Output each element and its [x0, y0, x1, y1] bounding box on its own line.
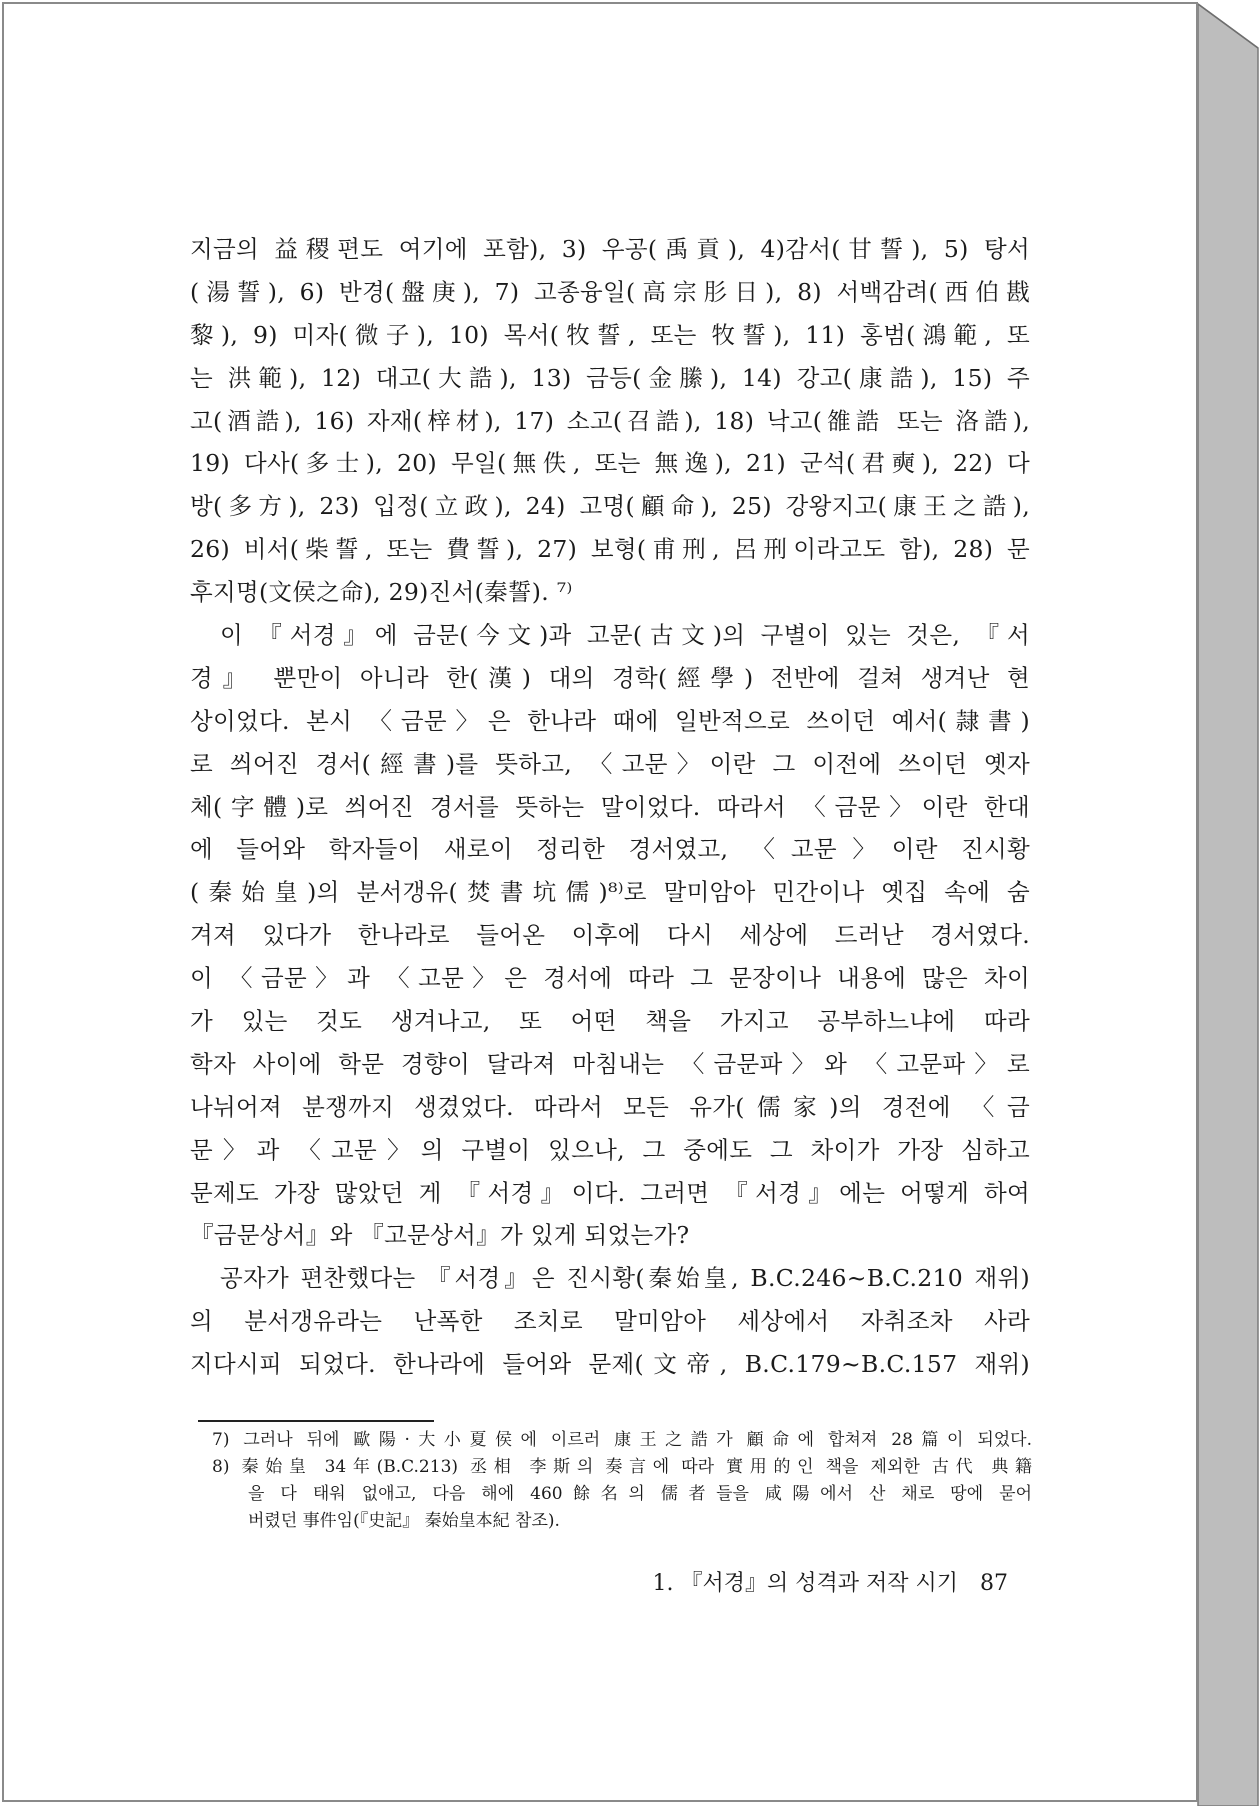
text-line: 문〉과 〈고문〉의 구별이 있으나, 그 중에도 그 차이가 가장 심하고	[190, 1135, 1030, 1164]
text-line: (秦始皇)의 분서갱유(焚書坑儒)⁸⁾로 말미암아 민간이나 옛집 속에 숨	[190, 878, 1030, 907]
running-footer	[653, 1566, 1008, 1597]
text-line: 상이었다. 본시 〈금문〉은 한나라 때에 일반적으로 쓰이던 예서(隷書)	[190, 706, 1030, 735]
text-line: 는 洪範), 12) 대고(大誥), 13) 금등(金縢), 14) 강고(康誥), 15) 주	[190, 363, 1030, 392]
text-line: 지금의 益稷편도 여기에 포함), 3) 우공(禹貢), 4)감서(甘誓), 5) 탕서	[190, 235, 1030, 263]
text-line: 지다시피 되었다. 한나라에 들어와 문제(文帝, B.C.179~B.C.157 재위)	[190, 1350, 1030, 1379]
text-line: 의 분서갱유라는 난폭한 조치로 말미암아 세상에서 자취조차 사라	[190, 1307, 1030, 1336]
text-line: 문제도 가장 많았던 게 『서경』이다. 그러면 『서경』에는 어떻게 하여	[190, 1178, 1030, 1207]
text-line: 고(酒誥), 16) 자재(梓材), 17) 소고(召誥), 18) 낙고(雒誥 또는 洛誥),	[190, 406, 1030, 435]
text-line: 경』 뿐만이 아니라 한(漢) 대의 경학(經學) 전반에 걸쳐 생겨난 현	[190, 663, 1030, 692]
text-line: 가 있는 것도 생겨나고, 또 어떤 책을 가지고 공부하느냐에 따라	[190, 1007, 1030, 1036]
text-line: 나뉘어져 분쟁까지 생겼었다. 따라서 모든 유가(儒家)의 경전에 〈금	[190, 1092, 1030, 1121]
text-line: 후지명(文侯之命), 29)진서(秦誓). ⁷⁾	[190, 578, 573, 607]
text-line: 이 〈금문〉과 〈고문〉은 경서에 따라 그 문장이나 내용에 많은 차이	[190, 964, 1030, 993]
text-line: 『금문상서』와 『고문상서』가 있게 되었는가?	[190, 1221, 690, 1250]
footnote-8-continued: 을 다 태워 없애고, 다음 해에 460餘名의 儒者들을 咸陽에서 산 채로 땅에 묻어	[248, 1484, 1032, 1504]
paragraph-start-line: 공자가 편찬했다는 『서경』은 진시황(秦始皇, B.C.246~B.C.210 재위)	[220, 1264, 1030, 1293]
text-line: 19) 다사(多士), 20) 무일(無佚, 또는 無逸), 21) 군석(君奭), 22) 다	[190, 449, 1030, 478]
footnote-divider	[198, 1420, 434, 1422]
text-line: 26) 비서(柴誓, 또는 費誓), 27) 보형(甫刑, 呂刑이라고도 함), 28) 문	[190, 535, 1030, 564]
text-line: 방(多方), 23) 입정(立政), 24) 고명(顧命), 25) 강왕지고(康王之誥),	[190, 492, 1030, 521]
running-title: 1. 『서경』의 성격과 저작 시기	[652, 1571, 958, 1596]
text-line: (湯誓), 6) 반경(盤庚), 7) 고종융일(高宗肜日), 8) 서백감려(西伯戡	[190, 277, 1030, 306]
text-line: 체(字體)로 씌어진 경서를 뜻하는 말이었다. 따라서 〈금문〉이란 한대	[190, 792, 1030, 821]
footnote-8: 8) 秦始皇 34年(B.C.213) 丞相 李斯의 奏言에 따라 實用的인 책을 제외한 古代 典籍	[212, 1457, 1032, 1477]
text-line: 겨져 있다가 한나라로 들어온 이후에 다시 세상에 드러난 경서였다.	[190, 921, 1030, 950]
footnote-8-continued: 버렸던 事件임(『史記』 秦始皇本紀 참조).	[248, 1511, 560, 1531]
footnotes	[212, 1427, 1032, 1535]
footnote-7: 7) 그러나 뒤에 歐陽·大小夏侯에 이르러 康王之誥가 顧命에 합쳐져 28篇이 되었다.	[212, 1430, 1032, 1450]
text-line: 로 씌어진 경서(經書)를 뜻하고, 〈고문〉이란 그 이전에 쓰이던 옛자	[190, 749, 1030, 778]
text-line: 학자 사이에 학문 경향이 달라져 마침내는 〈금문파〉와 〈고문파〉로	[190, 1049, 1030, 1078]
text-line: 에 들어와 학자들이 새로이 정리한 경서였고, 〈고문〉이란 진시황	[190, 835, 1030, 864]
paragraph-start-line: 이 『서경』에 금문(今文)과 고문(古文)의 구별이 있는 것은, 『서	[220, 621, 1030, 650]
text-line: 黎), 9) 미자(微子), 10) 목서(牧誓, 또는 牧誓), 11) 홍범(鴻範, 또	[190, 320, 1030, 349]
body-text	[190, 228, 1030, 1386]
page-number: 87	[980, 1571, 1008, 1596]
